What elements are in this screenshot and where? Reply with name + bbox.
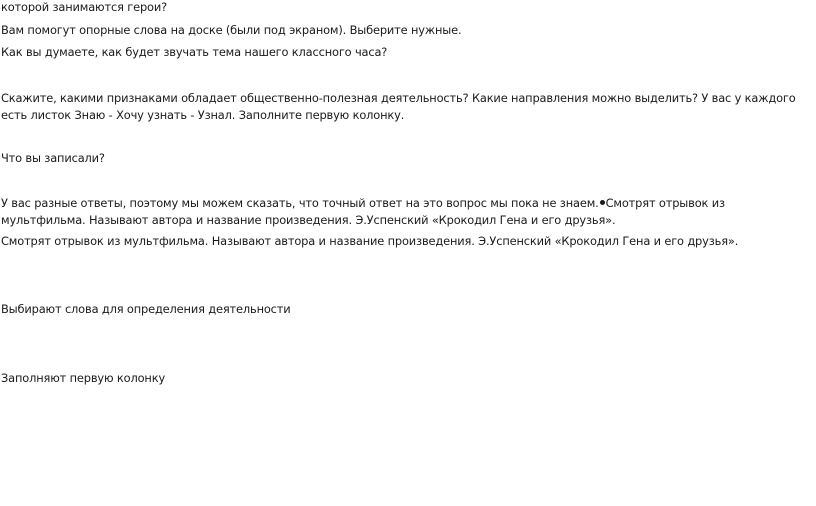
bullet-icon bbox=[600, 200, 605, 205]
text-line-what-written: Что вы записали? bbox=[1, 151, 105, 165]
text-line-cartoon: Смотрят отрывок из мультфильма. Называют автора и название произведения. Э.Успенский «Крокодил Гена и его друзья». bbox=[1, 234, 739, 248]
text-paragraph-activity-signs: Скажите, какими признаками обладает общественно-полезная деятельность? Какие направления можно выделить? У вас у каждого есть листок Знаю - Хочу узнать - Узнал. Заполните первую колонку. bbox=[1, 91, 796, 122]
text-cartoon-part: Смотрят отрывок из мультфильма. Называют автора и название произведения. Э.Успенский «Крокодил Гена и его друзья». bbox=[1, 196, 725, 227]
text-line-choose-words: Выбирают слова для определения деятельности bbox=[1, 302, 291, 316]
text-line-heroes-question: которой занимаются герои? bbox=[1, 0, 167, 14]
text-line-fill-column: Заполняют первую колонку bbox=[1, 371, 166, 385]
text-answers-part: У вас разные ответы, поэтому мы можем сказать, что точный ответ на это вопрос мы пока не знаем. bbox=[1, 196, 599, 210]
text-line-support-words: Вам помогут опорные слова на доске (были под экраном). Выберите нужные. bbox=[1, 23, 462, 37]
text-paragraph-answers bbox=[1, 195, 801, 229]
text-line-topic-question: Как вы думаете, как будет звучать тема нашего классного часа? bbox=[1, 45, 388, 59]
